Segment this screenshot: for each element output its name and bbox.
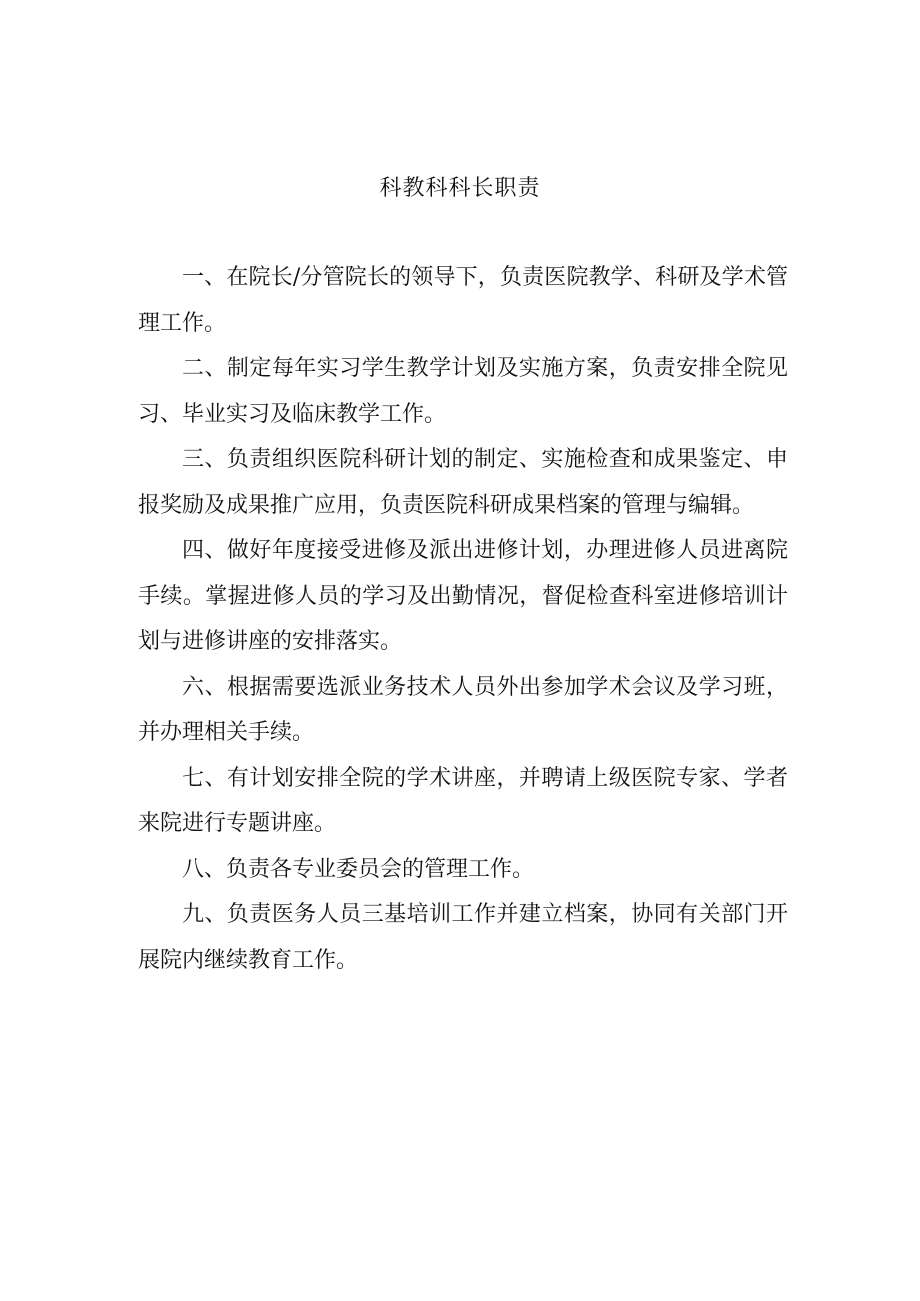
paragraph-7: 七、有计划安排全院的学术讲座，并聘请上级医院专家、学者来院进行专题讲座。	[138, 765, 788, 836]
paragraph-9: 九、负责医务人员三基培训工作并建立档案，协同有关部门开展院内继续教育工作。	[138, 902, 788, 973]
paragraph-2: 二、制定每年实习学生教学计划及实施方案，负责安排全院见习、毕业实习及临床教学工作。	[138, 356, 788, 427]
document-body	[138, 255, 788, 983]
paragraph-3: 三、负责组织医院科研计划的制定、实施检查和成果鉴定、申报奖励及成果推广应用，负责医院科研成果档案的管理与编辑。	[138, 447, 788, 518]
paragraph-8: 八、负责各专业委员会的管理工作。	[182, 856, 535, 882]
paragraph-6: 六、根据需要选派业务技术人员外出参加学术会议及学习班，并办理相关手续。	[138, 674, 788, 745]
paragraph-1: 一、在院长/分管院长的领导下，负责医院教学、科研及学术管理工作。	[138, 265, 788, 336]
document-title: 科教科科长职责	[379, 176, 541, 201]
paragraph-4: 四、做好年度接受进修及派出进修计划，办理进修人员进离院手续。掌握进修人员的学习及出勤情况，督促检查科室进修培训计划与进修讲座的安排落实。	[138, 538, 788, 654]
